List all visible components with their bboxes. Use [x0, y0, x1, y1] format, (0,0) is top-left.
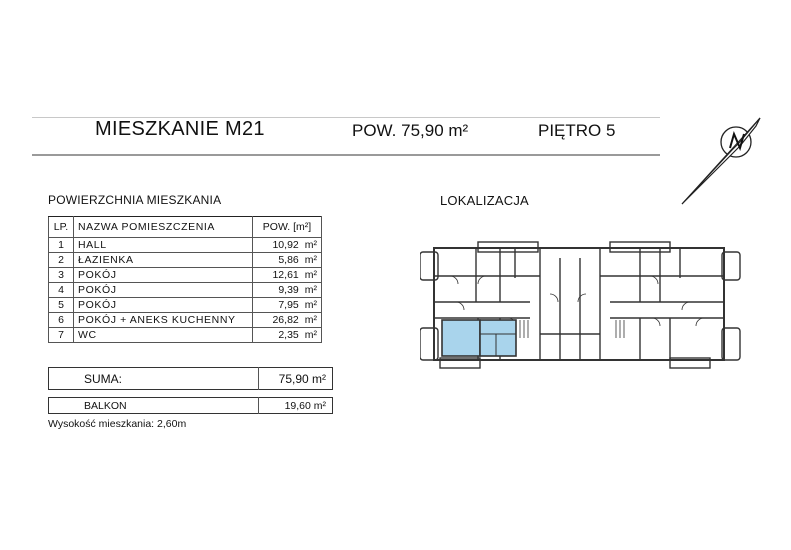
table-row — [49, 238, 322, 253]
room-area-unit: m² — [304, 314, 317, 326]
sum-label: SUMA: — [84, 372, 123, 386]
room-area-table — [48, 216, 322, 343]
room-name: HALL — [74, 238, 253, 253]
room-area-unit: m² — [304, 299, 317, 311]
room-lp: 5 — [49, 298, 74, 313]
balcony-divider — [258, 397, 259, 414]
table-row — [49, 328, 322, 343]
area-section-title: POWIERZCHNIA MIESZKANIA — [48, 193, 222, 207]
room-lp: 6 — [49, 313, 74, 328]
room-area-value: 9,39 — [278, 284, 299, 296]
room-name: POKÓJ — [74, 283, 253, 298]
room-name: ŁAZIENKA — [74, 253, 253, 268]
room-lp: 7 — [49, 328, 74, 343]
room-area — [253, 298, 322, 313]
room-area-value: 5,86 — [278, 254, 299, 266]
room-area — [253, 328, 322, 343]
table-row — [49, 298, 322, 313]
room-area-value: 10,92 — [272, 239, 299, 251]
floor-plan-location-map — [420, 238, 750, 378]
table-row — [49, 253, 322, 268]
column-header-pow: POW. [m²] — [253, 217, 322, 238]
highlighted-apartment — [442, 320, 516, 356]
sum-value: 75,90 m² — [278, 372, 326, 386]
room-area-value: 2,35 — [278, 329, 299, 341]
apartment-floor: PIĘTRO 5 — [538, 121, 616, 140]
room-name: POKÓJ + ANEKS KUCHENNY — [74, 313, 253, 328]
balcony-label: BALKON — [84, 400, 127, 412]
room-name: POKÓJ — [74, 298, 253, 313]
column-header-name: NAZWA POMIESZCZENIA — [74, 217, 253, 238]
north-arrow-icon — [674, 112, 770, 208]
balcony-value: 19,60 m² — [284, 400, 326, 412]
table-row — [49, 268, 322, 283]
apartment-title: MIESZKANIE M21 — [95, 118, 265, 140]
room-area-value: 7,95 — [278, 299, 299, 311]
room-lp: 1 — [49, 238, 74, 253]
apartment-area: POW. 75,90 m² — [352, 121, 469, 140]
room-area — [253, 238, 322, 253]
room-area — [253, 268, 322, 283]
room-lp: 4 — [49, 283, 74, 298]
room-area-unit: m² — [304, 284, 317, 296]
sum-divider — [258, 367, 259, 390]
location-title: LOKALIZACJA — [440, 193, 529, 208]
room-area-unit: m² — [304, 254, 317, 266]
room-area-unit: m² — [304, 329, 317, 341]
room-name: POKÓJ — [74, 268, 253, 283]
column-header-lp: LP. — [49, 217, 74, 238]
table-header-row — [49, 217, 322, 238]
header-bottom-rule — [32, 154, 660, 156]
room-area-value: 12,61 — [272, 269, 299, 281]
table-row — [49, 283, 322, 298]
room-area-value: 26,82 — [272, 314, 299, 326]
room-name: WC — [74, 328, 253, 343]
room-area — [253, 253, 322, 268]
room-lp: 2 — [49, 253, 74, 268]
apartment-height-note: Wysokość mieszkania: 2,60m — [48, 418, 187, 430]
room-area — [253, 313, 322, 328]
room-area-unit: m² — [304, 239, 317, 251]
table-row — [49, 313, 322, 328]
room-area-unit: m² — [304, 269, 317, 281]
room-area — [253, 283, 322, 298]
room-lp: 3 — [49, 268, 74, 283]
